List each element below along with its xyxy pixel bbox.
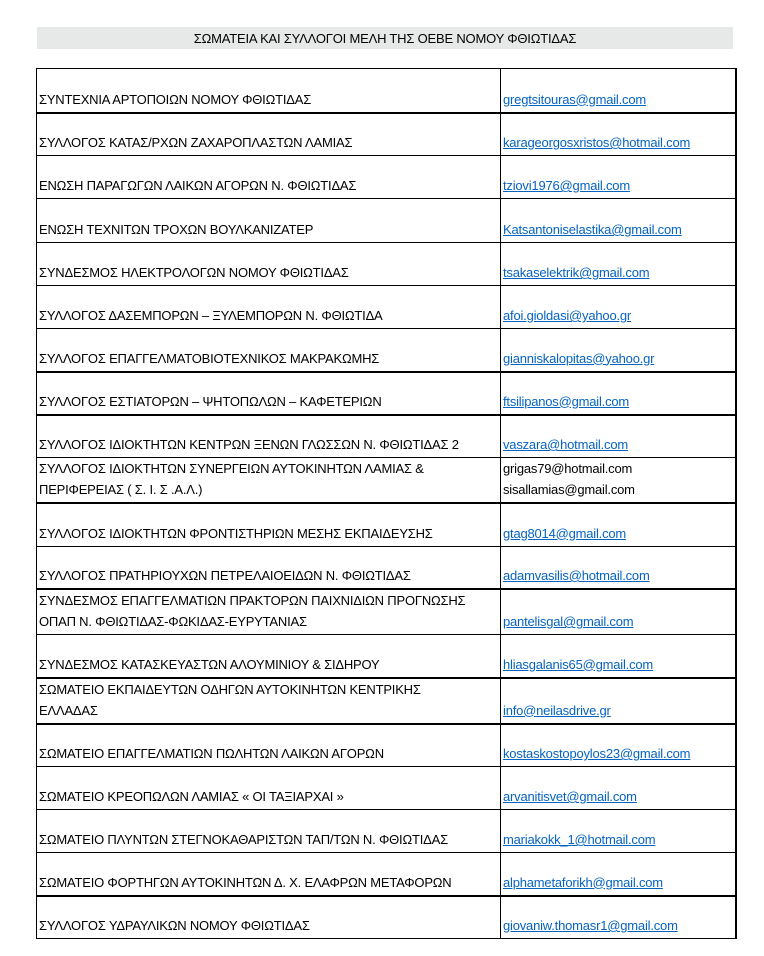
email-link[interactable]: gtag8014@gmail.com: [503, 525, 627, 541]
email-cell: [501, 635, 737, 678]
table-row: [37, 286, 737, 329]
table-row: [37, 767, 737, 810]
association-name: ΕΛΛΑΔΑΣ: [39, 702, 98, 718]
association-name-cell: [37, 415, 501, 458]
association-name: ΣΩΜΑΤΕΙΟ ΦΟΡΤΗΓΩΝ ΑΥΤΟΚΙΝΗΤΩΝ Δ. Χ. ΕΛΑΦΡΩΝ ΜΕΤΑΦΟΡΩΝ: [39, 874, 452, 890]
table-row: [37, 678, 737, 724]
association-name: ΣΥΛΛΟΓΟΣ ΙΔΙΟΚΤΗΤΩΝ ΣΥΝΕΡΓΕΙΩΝ ΑΥΤΟΚΙΝΗΤΩΝ ΛΑΜΙΑΣ &: [39, 461, 424, 476]
association-name-cell: [37, 767, 501, 810]
association-name: ΣΥΝΤΕΧΝΙΑ ΑΡΤΟΠΟΙΩΝ ΝΟΜΟΥ ΦΘΙΩΤΙΔΑΣ: [39, 91, 312, 107]
table-row: [37, 458, 737, 504]
association-name: ΣΥΝΔΕΣΜΟΣ ΚΑΤΑΣΚΕΥΑΣΤΩΝ ΑΛΟΥΜΙΝΙΟΥ & ΣΙΔΗΡΟΥ: [39, 656, 380, 672]
table-row: [37, 546, 737, 589]
association-name: ΕΝΩΣΗ ΤΕΧΝΙΤΩΝ ΤΡΟΧΩΝ ΒΟΥΛΚΑΝΙΖΑΤΕΡ: [39, 222, 314, 237]
association-name: ΕΝΩΣΗ ΠΑΡΑΓΩΓΩΝ ΛΑΙΚΩΝ ΑΓΟΡΩΝ Ν. ΦΘΙΩΤΙΔΑΣ: [39, 178, 357, 193]
email-link[interactable]: vaszara@hotmail.com: [503, 437, 628, 452]
association-name: ΣΩΜΑΤΕΙΟ ΕΚΠΑΙΔΕΥΤΩΝ ΟΔΗΓΩΝ ΑΥΤΟΚΙΝΗΤΩΝ ΚΕΝΤΡΙΚΗΣ: [39, 681, 421, 697]
association-name: ΣΥΛΛΟΓΟΣ ΠΡΑΤΗΡΙΟΥΧΩΝ ΠΕΤΡΕΛΑΙΟΕΙΔΩΝ Ν. ΦΘΙΩΤΙΔΑΣ: [39, 568, 411, 583]
association-name: ΣΥΛΛΟΓΟΣ ΕΠΑΓΓΕΛΜΑΤΟΒΙΟΤΕΧΝΙΚΟΣ ΜΑΚΡΑΚΩΜΗΣ: [39, 350, 380, 366]
association-name: ΣΥΛΛΟΓΟΣ ΙΔΙΟΚΤΗΤΩΝ ΚΕΝΤΡΩΝ ΞΕΝΩΝ ΓΛΩΣΣΩΝ Ν. ΦΘΙΩΤΙΔΑΣ 2: [39, 437, 459, 452]
association-name-cell: [37, 810, 501, 853]
association-name-cell: [37, 243, 501, 286]
association-name-cell: [37, 156, 501, 199]
association-name: ΣΩΜΑΤΕΙΟ ΚΡΕΟΠΩΛΩΝ ΛΑΜΙΑΣ « ΟΙ ΤΑΞΙΑΡΧΑΙ »: [39, 789, 344, 804]
email-cell: [501, 329, 737, 372]
email-cell: [501, 896, 737, 939]
association-name-cell: [37, 678, 501, 724]
table-row: [37, 853, 737, 896]
email-cell: [501, 546, 737, 589]
email-cell: [501, 286, 737, 329]
association-name: ΟΠΑΠ Ν. ΦΘΙΩΤΙΔΑΣ-ΦΩΚΙΔΑΣ-ΕΥΡΥΤΑΝΙΑΣ: [39, 614, 307, 629]
association-name-cell: [37, 635, 501, 678]
email-link[interactable]: karageorgosxristos@hotmail.com: [503, 135, 691, 150]
email-cell: [501, 156, 737, 199]
association-name: ΣΩΜΑΤΕΙΟ ΠΛΥΝΤΩΝ ΣΤΕΓΝΟΚΑΘΑΡΙΣΤΩΝ ΤΑΠ/ΤΩΝ Ν. ΦΘΙΩΤΙΔΑΣ: [39, 832, 448, 847]
email-link[interactable]: kostaskostopoylos23@gmail.com: [503, 746, 691, 761]
table-row: [37, 415, 737, 458]
email-text: grigas79@hotmail.com: [503, 461, 633, 476]
email-text: sisallamias@gmail.com: [503, 482, 635, 497]
associations-table: [36, 68, 737, 939]
association-name-cell: [37, 546, 501, 589]
email-cell: [501, 678, 737, 724]
email-link[interactable]: mariakokk_1@hotmail.com: [503, 832, 656, 847]
email-cell: [501, 767, 737, 810]
table-row: [37, 503, 737, 546]
email-link[interactable]: gianniskalopitas@yahoo.gr: [503, 350, 655, 366]
email-cell: [501, 69, 737, 113]
association-name-cell: [37, 329, 501, 372]
table-row: [37, 69, 737, 113]
document-title: [37, 27, 733, 49]
association-name-cell: [37, 589, 501, 635]
association-name-cell: [37, 458, 501, 504]
association-name-cell: [37, 286, 501, 329]
association-name-cell: [37, 69, 501, 113]
table-row: [37, 243, 737, 286]
email-link[interactable]: adamvasilis@hotmail.com: [503, 568, 650, 583]
association-name: ΣΩΜΑΤΕΙΟ ΕΠΑΓΓΕΛΜΑΤΙΩΝ ΠΩΛΗΤΩΝ ΛΑΙΚΩΝ ΑΓΟΡΩΝ: [39, 746, 384, 761]
email-link[interactable]: hliasgalanis65@gmail.com: [503, 656, 654, 672]
table-row: [37, 810, 737, 853]
association-name-cell: [37, 503, 501, 546]
association-name-cell: [37, 199, 501, 243]
association-name: ΣΥΝΔΕΣΜΟΣ ΗΛΕΚΤΡΟΛΟΓΩΝ ΝΟΜΟΥ ΦΘΙΩΤΙΔΑΣ: [39, 265, 349, 280]
table-row: [37, 724, 737, 767]
association-name: ΣΥΛΛΟΓΟΣ ΥΔΡΑΥΛΙΚΩΝ ΝΟΜΟΥ ΦΘΙΩΤΙΔΑΣ: [39, 918, 310, 933]
email-link[interactable]: Katsantoniselastika@gmail.com: [503, 222, 682, 237]
email-link[interactable]: arvanitisvet@gmail.com: [503, 789, 637, 804]
table-row: [37, 896, 737, 939]
association-name-cell: [37, 896, 501, 939]
email-cell: [501, 243, 737, 286]
email-cell: [501, 853, 737, 896]
email-link[interactable]: ftsilipanos@gmail.com: [503, 393, 630, 409]
email-link[interactable]: tsakaselektrik@gmail.com: [503, 265, 650, 280]
email-cell: [501, 810, 737, 853]
table-row: [37, 156, 737, 199]
document-title-text: ΣΩΜΑΤΕΙΑ ΚΑΙ ΣΥΛΛΟΓΟΙ ΜΕΛΗ ΤΗΣ ΟΕΒΕ ΝΟΜΟΥ ΦΘΙΩΤΙΔΑΣ: [193, 30, 577, 46]
association-name: ΠΕΡΙΦΕΡΕΙΑΣ ( Σ. Ι. Σ .Α.Λ.): [39, 482, 203, 497]
email-link[interactable]: afoi.gioldasi@yahoo.gr: [503, 308, 632, 323]
email-cell: [501, 113, 737, 156]
association-name: ΣΥΛΛΟΓΟΣ ΙΔΙΟΚΤΗΤΩΝ ΦΡΟΝΤΙΣΤΗΡΙΩΝ ΜΕΣΗΣ ΕΚΠΑΙΔΕΥΣΗΣ: [39, 525, 433, 541]
association-name-cell: [37, 113, 501, 156]
table-row: [37, 589, 737, 635]
association-name: ΣΥΝΔΕΣΜΟΣ ΕΠΑΓΓΕΛΜΑΤΙΩΝ ΠΡΑΚΤΟΡΩΝ ΠΑΙΧΝΙΔΙΩΝ ΠΡΟΓΝΩΣΗΣ: [39, 593, 466, 608]
email-cell: [501, 458, 737, 504]
email-link[interactable]: tziovi1976@gmail.com: [503, 178, 630, 193]
email-cell: [501, 199, 737, 243]
email-cell: [501, 372, 737, 415]
email-link[interactable]: alphametaforikh@gmail.com: [503, 874, 663, 890]
table-row: [37, 635, 737, 678]
email-cell: [501, 589, 737, 635]
association-name: ΣΥΛΛΟΓΟΣ ΚΑΤΑΣ/ΡΧΩΝ ΖΑΧΑΡΟΠΛΑΣΤΩΝ ΛΑΜΙΑΣ: [39, 135, 353, 150]
email-cell: [501, 724, 737, 767]
association-name-cell: [37, 724, 501, 767]
association-name-cell: [37, 853, 501, 896]
association-name-cell: [37, 372, 501, 415]
table-row: [37, 113, 737, 156]
associations-table-body: [37, 69, 737, 939]
email-link[interactable]: pantelisgal@gmail.com: [503, 614, 634, 629]
email-link[interactable]: giovaniw.thomasr1@gmail.com: [503, 918, 678, 933]
email-link[interactable]: info@neilasdrive.gr: [503, 702, 611, 718]
email-link[interactable]: gregtsitouras@gmail.com: [503, 91, 646, 107]
table-row: [37, 199, 737, 243]
email-cell: [501, 503, 737, 546]
email-cell: [501, 415, 737, 458]
association-name: ΣΥΛΛΟΓΟΣ ΔΑΣΕΜΠΟΡΩΝ – ΞΥΛΕΜΠΟΡΩΝ Ν. ΦΘΙΩΤΙΔΑ: [39, 308, 383, 323]
table-row: [37, 372, 737, 415]
table-row: [37, 329, 737, 372]
association-name: ΣΥΛΛΟΓΟΣ ΕΣΤΙΑΤΟΡΩΝ – ΨΗΤΟΠΩΛΩΝ – ΚΑΦΕΤΕΡΙΩΝ: [39, 393, 382, 409]
